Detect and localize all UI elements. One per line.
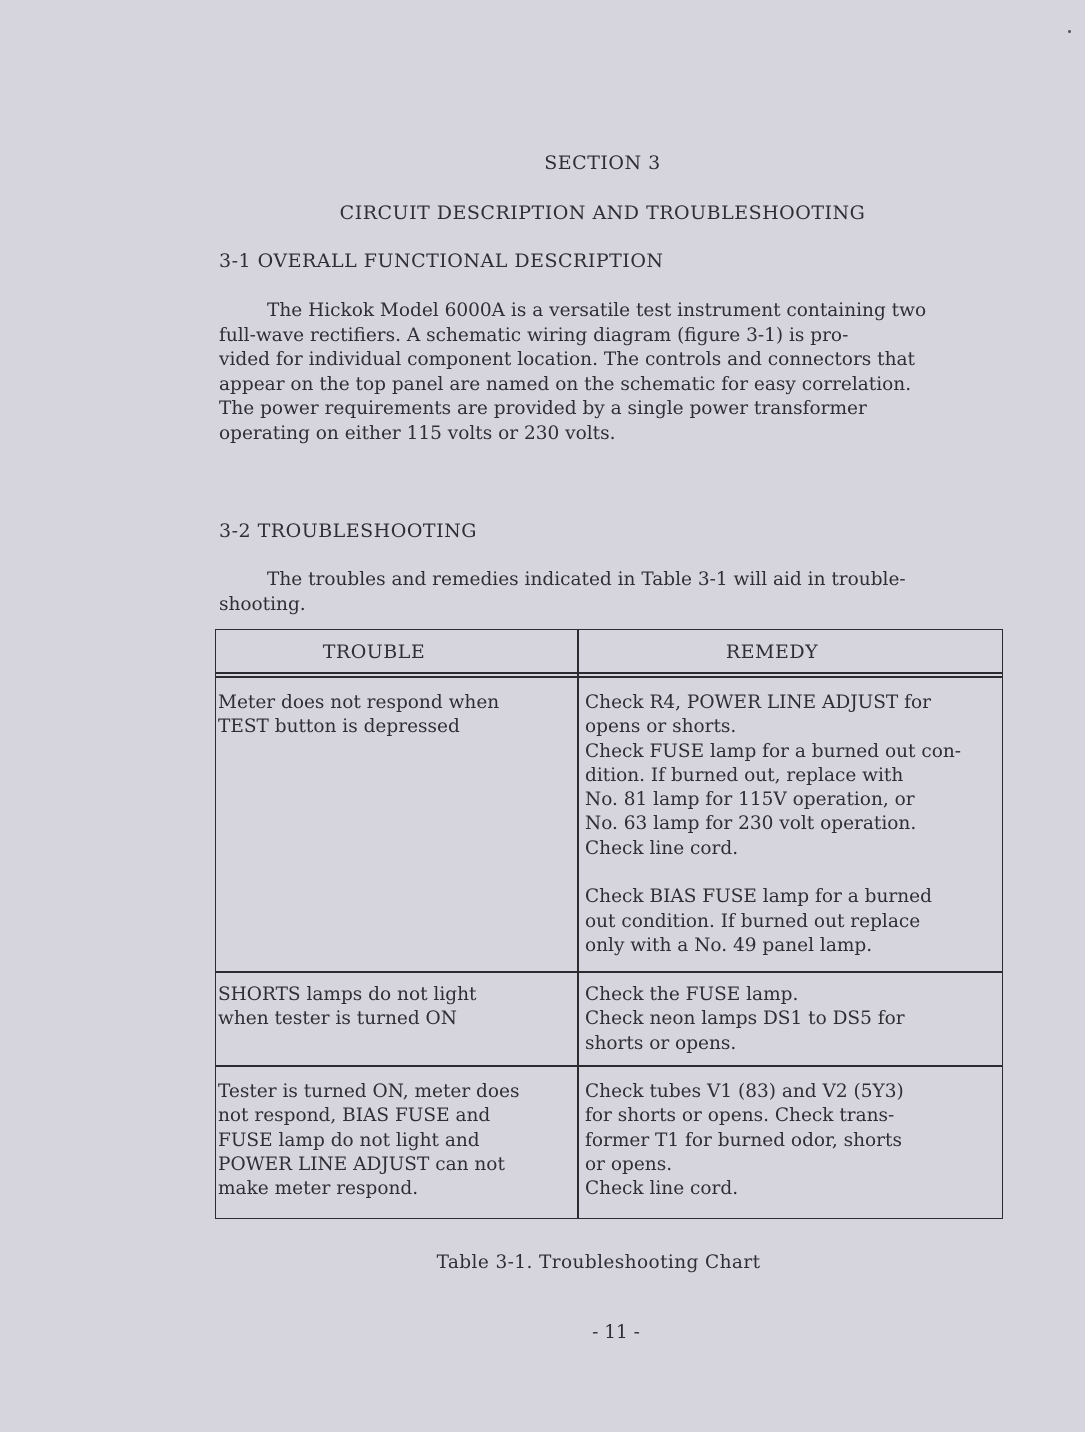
paragraph-line: The troubles and remedies indicated in Table 3-1 will aid in trouble-: [267, 569, 906, 590]
cell-line: dition. If burned out, replace with: [585, 764, 904, 786]
cell-line: for shorts or opens. Check trans-: [585, 1105, 895, 1127]
cell-line: [585, 861, 961, 885]
chapter-title: CIRCUIT DESCRIPTION AND TROUBLESHOOTING: [339, 202, 866, 224]
cell-line: SHORTS lamps do not light: [218, 984, 477, 1005]
cell-line: when tester is turned ON: [218, 1008, 457, 1030]
cell-line: FUSE lamp do not light and: [218, 1129, 480, 1151]
cell-line: not respond, BIAS FUSE and: [218, 1105, 491, 1127]
heading-3-1: 3-1 OVERALL FUNCTIONAL DESCRIPTION: [219, 250, 664, 272]
column-divider: [577, 629, 579, 1219]
cell-line: Check the FUSE lamp.: [585, 984, 799, 1005]
table-row-1-remedy: [585, 691, 961, 958]
cell-line: or opens.: [585, 1153, 673, 1175]
table-row-1-trouble: [218, 691, 499, 740]
paragraph-line: The power requirements are provided by a single power transformer: [219, 398, 867, 420]
paragraph-3-2: [219, 568, 1005, 617]
paragraph-line: operating on either 115 volts or 230 volts.: [219, 422, 616, 444]
table-caption: Table 3-1. Troubleshooting Chart: [436, 1252, 761, 1273]
table-row-2-trouble: [218, 983, 476, 1032]
cell-line: Check R4, POWER LINE ADJUST for: [585, 692, 931, 713]
cell-line: make meter respond.: [218, 1178, 419, 1200]
table-row-3-remedy: [585, 1080, 904, 1201]
cell-line: opens or shorts.: [585, 716, 737, 738]
section-number: SECTION 3: [544, 152, 661, 174]
cell-line: Tester is turned ON, meter does: [218, 1081, 520, 1102]
cell-line: Check line cord.: [585, 1178, 739, 1200]
header-rule-top: [215, 672, 1003, 674]
paragraph-line: appear on the top panel are named on the schematic for easy correlation.: [219, 373, 912, 395]
cell-line: Check tubes V1 (83) and V2 (5Y3): [585, 1081, 904, 1102]
paragraph-line: full-wave rectifiers. A schematic wiring diagram (figure 3-1) is pro-: [219, 324, 849, 346]
row-divider: [215, 1065, 1003, 1067]
cell-line: out condition. If burned out replace: [585, 910, 921, 932]
table-row-3-trouble: [218, 1080, 519, 1201]
cell-line: POWER LINE ADJUST can not: [218, 1153, 505, 1175]
cell-line: former T1 for burned odor, shorts: [585, 1129, 902, 1151]
cell-line: Check FUSE lamp for a burned out con-: [585, 740, 962, 762]
cell-line: shorts or opens.: [585, 1032, 737, 1054]
paragraph-line: vided for individual component location. The controls and connectors that: [219, 349, 915, 371]
cell-line: No. 63 lamp for 230 volt operation.: [585, 813, 917, 835]
heading-3-2: 3-2 TROUBLESHOOTING: [219, 520, 477, 542]
cell-line: Check neon lamps DS1 to DS5 for: [585, 1008, 905, 1030]
page-number: - 11 -: [592, 1322, 640, 1343]
table-row-2-remedy: [585, 983, 905, 1056]
row-divider: [215, 971, 1003, 973]
cell-line: Meter does not respond when: [218, 692, 500, 713]
column-header-trouble: TROUBLE: [322, 641, 426, 663]
paragraph-line: shooting.: [219, 593, 306, 615]
cell-line: only with a No. 49 panel lamp.: [585, 934, 873, 956]
paragraph-line: The Hickok Model 6000A is a versatile test instrument containing two: [267, 300, 927, 321]
paragraph-3-1: [219, 299, 1005, 447]
scan-speck: [1068, 30, 1071, 33]
cell-line: Check BIAS FUSE lamp for a burned: [585, 886, 932, 908]
cell-line: Check line cord.: [585, 837, 739, 859]
column-header-remedy: REMEDY: [725, 641, 819, 663]
header-rule-bottom: [215, 676, 1003, 678]
cell-line: TEST button is depressed: [218, 716, 460, 738]
cell-line: No. 81 lamp for 115V operation, or: [585, 789, 915, 811]
